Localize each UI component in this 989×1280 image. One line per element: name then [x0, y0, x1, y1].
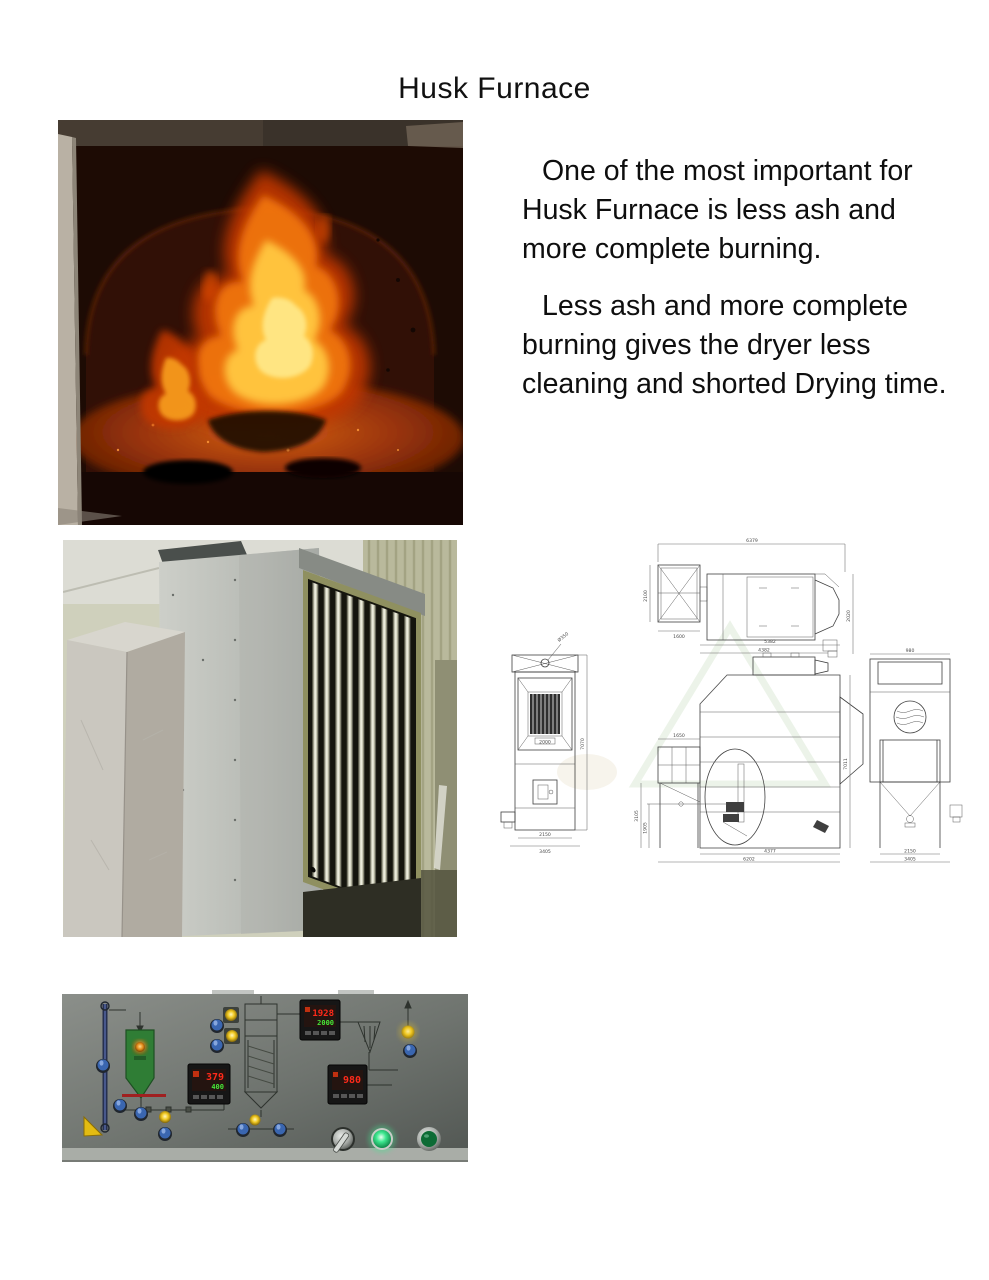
dim-label: 3105	[635, 810, 640, 822]
tube-bank	[303, 570, 421, 925]
dim-label: 1905	[643, 822, 649, 834]
dim-label: 3405	[904, 857, 916, 863]
dim-label: 3405	[539, 850, 551, 855]
char-blob	[143, 460, 233, 484]
dim-label: 7070	[581, 738, 586, 750]
red-pipe-line	[122, 1094, 166, 1097]
dim-label: 1650	[673, 734, 685, 739]
furnace-equipment-photo	[63, 540, 457, 937]
panel-edge-shadow	[62, 1160, 468, 1162]
watermark-triangle	[635, 627, 825, 784]
drawing-rear-view	[870, 648, 962, 863]
green-pilot-light	[368, 1125, 396, 1153]
concrete-corner	[406, 122, 463, 148]
dim-label: 2150	[904, 849, 916, 855]
temperature-controller-2	[188, 1064, 230, 1104]
controller-sv: 400	[211, 1083, 224, 1091]
green-push-button	[417, 1127, 441, 1151]
char-blob	[285, 458, 361, 478]
furnace-fire-illustration	[58, 120, 463, 525]
body-paragraph-1: One of the most important for Husk Furnace is less ash and more complete burning.	[522, 155, 913, 266]
dim-label: Ø350	[557, 632, 570, 644]
drawing-front-view	[501, 630, 587, 855]
floor-shadow	[78, 472, 463, 525]
dim-label: 6202	[743, 857, 755, 863]
dim-label: 4377	[764, 849, 776, 855]
temperature-controller-1	[300, 1000, 340, 1040]
dim-label: 2000	[539, 740, 551, 746]
panel-lower-band	[62, 1148, 468, 1162]
dim-label: 2150	[539, 833, 551, 838]
controller-sv: 2000	[317, 1019, 334, 1027]
control-panel-illustration	[62, 990, 468, 1167]
cabinet-side	[122, 632, 185, 937]
cabinet-front	[63, 640, 127, 937]
drawing-side-view	[634, 639, 863, 863]
control-panel-photo	[62, 990, 468, 1167]
panel-face	[62, 994, 468, 1152]
controller-pv: 980	[342, 1075, 361, 1086]
dim-label: 5382	[764, 640, 776, 645]
temperature-controller-3	[328, 1065, 367, 1104]
dim-label: 6379	[746, 539, 758, 544]
dim-label: 4382	[758, 648, 770, 654]
dim-label: 7011	[844, 758, 849, 770]
furnace-fire-photo	[58, 120, 463, 525]
drawings-illustration	[495, 532, 989, 868]
dim-label: 2100	[644, 590, 649, 602]
body-paragraph-2: Less ash and more complete burning gives the dryer less cleaning and shorted Drying time.	[522, 290, 947, 401]
dim-label: 1600	[673, 635, 685, 640]
tube-panel-lines	[530, 694, 560, 734]
furnace-technical-drawings	[495, 532, 989, 868]
drawing-top-view	[643, 538, 853, 657]
page-title: Husk Furnace	[398, 72, 591, 105]
dim-label: 2020	[847, 610, 852, 622]
controller-pv: 1928	[312, 1009, 334, 1019]
body-text	[522, 152, 958, 422]
equipment-illustration	[63, 540, 457, 937]
dim-label: 980	[905, 649, 915, 654]
controller-pv: 379	[205, 1072, 224, 1083]
